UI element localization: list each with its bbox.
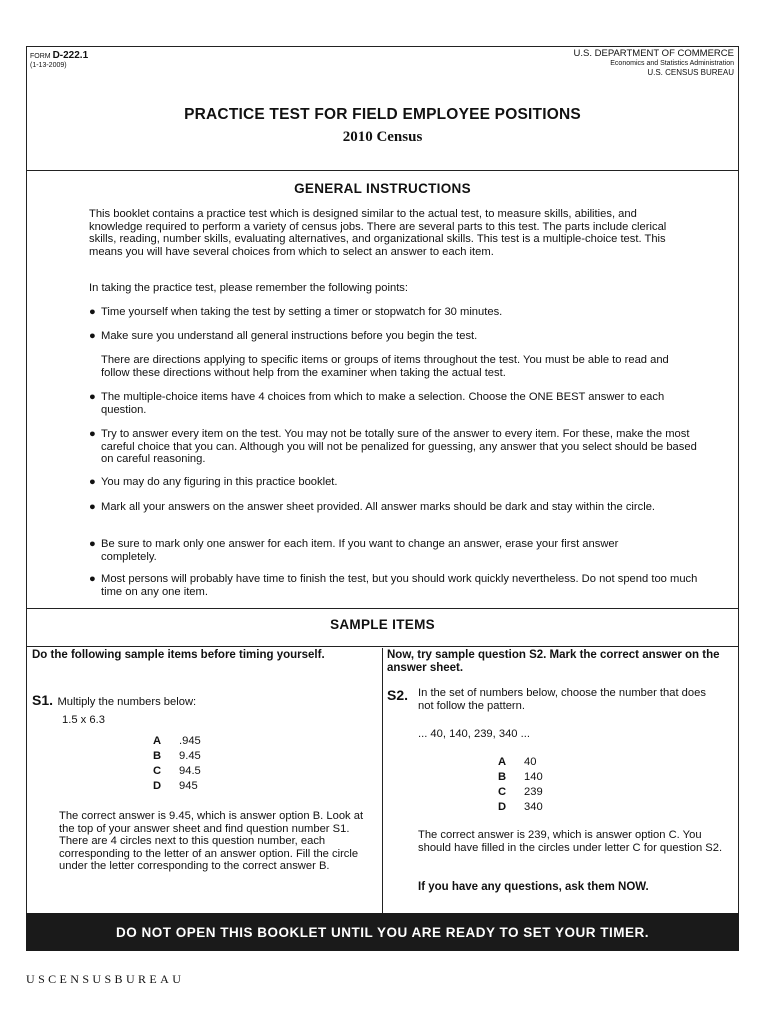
s2-explanation: The correct answer is 239, which is answer option C. You should have filled in the circles under letter C for question S2.	[418, 829, 723, 854]
bullet-item: ● The multiple-choice items have 4 choices from which to make a selection. Choose the ONE BEST answer to each question.	[89, 391, 665, 416]
general-instructions-heading: GENERAL INSTRUCTIONS	[294, 181, 471, 196]
warning-banner-text: DO NOT OPEN THIS BOOKLET UNTIL YOU ARE READY TO SET YOUR TIMER.	[115, 924, 650, 940]
questions-note: If you have any questions, ask them NOW.	[418, 881, 649, 893]
sample-left-lead: Do the following sample items before timing yourself.	[32, 649, 325, 661]
bullet-item: ● You may do any figuring in this practice booklet.	[89, 476, 338, 488]
bureau-name: U.S. CENSUS BUREAU	[647, 68, 734, 77]
bullet-item: ● Time yourself when taking the test by setting a timer or stopwatch for 30 minutes.	[89, 306, 503, 318]
sample-items-heading: SAMPLE ITEMS	[330, 617, 435, 632]
bullet-item: ● Make sure you understand all general instructions before you begin the test.	[89, 330, 478, 342]
divider	[26, 646, 739, 647]
bullet-item: ● Mark all your answers on the answer sheet provided. All answer marks should be dark and stay within the circle.	[89, 501, 656, 513]
answer-option: B 9.45	[153, 750, 201, 762]
page-title: PRACTICE TEST FOR FIELD EMPLOYEE POSITIONS	[184, 106, 581, 123]
footer-wordmark: USCENSUSBUREAU	[26, 972, 185, 986]
points-intro: In taking the practice test, please remember the following points:	[89, 282, 409, 294]
answer-option: D 340	[498, 801, 543, 813]
bullet-item: ● Most persons will probably have time to finish the test, but you should work quickly nevertheless. Do not spend too much time on any one item.	[89, 573, 698, 598]
form-label: FORM	[30, 53, 51, 60]
question-number: S2.	[387, 687, 409, 703]
page-subtitle: 2010 Census	[342, 129, 423, 145]
answer-option: B 140	[498, 771, 543, 783]
s2-sequence: ... 40, 140, 239, 340 ...	[418, 728, 530, 740]
sample-right-lead: Now, try sample question S2. Mark the correct answer on the answer sheet.	[387, 649, 720, 674]
directions-note: There are directions applying to specific items or groups of items throughout the test. You must be able to read and follow these directions without help from the examiner when taking the actual test.	[101, 354, 669, 379]
warning-banner	[26, 913, 739, 951]
divider	[26, 608, 739, 609]
form-identifier	[30, 51, 88, 70]
answer-option: C 239	[498, 786, 543, 798]
divider	[26, 170, 739, 171]
question-number: S1.	[32, 692, 54, 708]
sample-s2-question	[387, 687, 722, 712]
bullet-item: ● Be sure to mark only one answer for each item. If you want to change an answer, erase your first answer completely.	[89, 538, 619, 563]
s1-expression: 1.5 x 6.3	[62, 714, 105, 726]
intro-paragraph: This booklet contains a practice test which is designed similar to the actual test, to measure skills, abilities, and knowledge required to perform a variety of census jobs. There are several parts to this test. The parts include clerical skills, reading, number skills, evaluating alternatives, and organizational skills. This test is a multiple-choice test. This means you will have several choices from which to select an answer to each item.	[89, 208, 667, 258]
form-number: D-222.1	[52, 50, 89, 61]
department-name: U.S. DEPARTMENT OF COMMERCE	[573, 48, 734, 59]
question-text: Multiply the numbers below:	[57, 696, 197, 708]
answer-option: A .945	[153, 735, 201, 747]
column-divider	[382, 648, 383, 913]
question-text: In the set of numbers below, choose the number that does not follow the pattern.	[418, 687, 706, 712]
bullet-item: ● Try to answer every item on the test. You may not be totally sure of the answer to every item. For these, make the most careful choice that you can. Although you will not be penalized for guessing, any answer that you select should be based on careful reasoning.	[89, 428, 697, 466]
answer-option: C 94.5	[153, 765, 201, 777]
answer-option: D 945	[153, 780, 198, 792]
answer-option: A 40	[498, 756, 537, 768]
form-date: (1-13-2009)	[30, 62, 67, 69]
agency-block	[574, 48, 734, 78]
sample-s1-question	[32, 692, 362, 710]
administration-name: Economics and Statistics Administration	[610, 60, 734, 67]
s1-explanation: The correct answer is 9.45, which is answer option B. Look at the top of your answer sheet and find question number S1. There are 4 circles next to this question number, each corresponding to the letter of an answer option. Fill the circle under the letter corresponding to the correct answer B.	[59, 810, 364, 873]
